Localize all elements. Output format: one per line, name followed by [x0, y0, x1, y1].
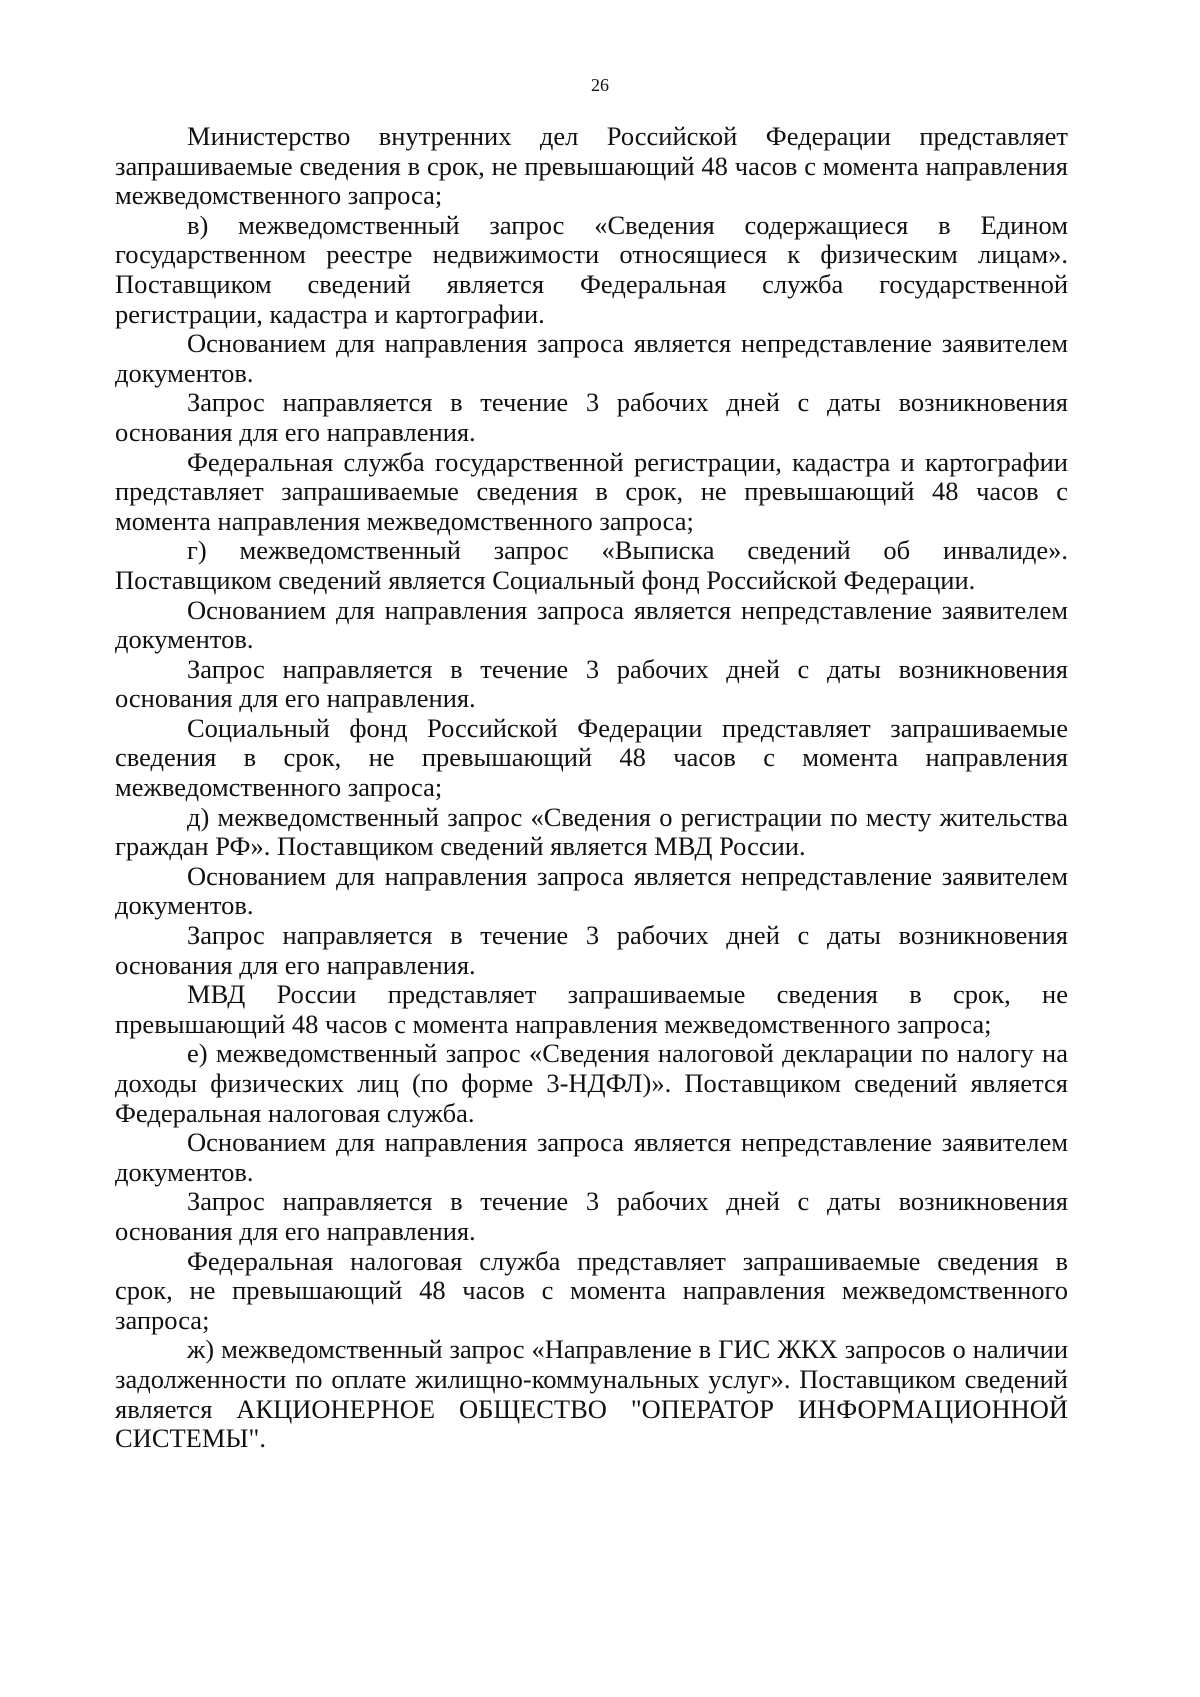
paragraph: Запрос направляется в течение 3 рабочих дней с даты возникновения основания для его направления.: [115, 920, 1068, 980]
paragraph: Запрос направляется в течение 3 рабочих дней с даты возникновения основания для его направления.: [115, 653, 1068, 714]
paragraph: ж) межведомственный запрос «Направление в ГИС ЖКХ запросов о наличии задолженности по оплате жилищно-коммунальных услуг». Поставщиком сведений является АКЦИОНЕРНОЕ ОБЩЕСТВО "ОПЕРАТОР ИНФОРМАЦИОННОЙ СИСТЕМЫ".: [115, 1334, 1068, 1454]
paragraph: Запрос направляется в течение 3 рабочих дней с даты возникновения основания для его направления.: [115, 1186, 1068, 1246]
paragraph: д) межведомственный запрос «Сведения о регистрации по месту жительства граждан РФ». Поставщиком сведений является МВД России.: [115, 801, 1068, 862]
paragraph: в) межведомственный запрос «Сведения содержащиеся в Едином государственном реестре недвижимости относящиеся к физическим лицам». Поставщиком сведений является Федеральная служба государственной регистрации, кадастра и картографии.: [115, 209, 1068, 329]
document-body: [115, 122, 1068, 1454]
paragraph: Федеральная налоговая служба представляет запрашиваемые сведения в срок, не превышающий 48 часов с момента направления межведомственного запроса;: [115, 1245, 1068, 1335]
paragraph: Запрос направляется в течение 3 рабочих дней с даты возникновения основания для его направления.: [115, 387, 1068, 447]
paragraph: Социальный фонд Российской Федерации представляет запрашиваемые сведения в срок, не превышающий 48 часов с момента направления межведомственного запроса;: [115, 712, 1068, 803]
paragraph: Федеральная служба государственной регистрации, кадастра и картографии представляет запрашиваемые сведения в срок, не превышающий 48 часов с момента направления межведомственного запроса;: [115, 446, 1068, 536]
paragraph: г) межведомственный запрос «Выписка сведений об инвалиде». Поставщиком сведений является Социальный фонд Российской Федерации.: [115, 535, 1068, 595]
paragraph: Основанием для направления запроса является непредставление заявителем документов.: [115, 328, 1068, 388]
paragraph: е) межведомственный запрос «Сведения налоговой декларации по налогу на доходы физических лиц (по форме 3-НДФЛ)». Поставщиком сведений является Федеральная налоговая служба.: [115, 1038, 1068, 1128]
paragraph: Основанием для направления запроса является непредставление заявителем документов.: [115, 1127, 1068, 1187]
paragraph: МВД России представляет запрашиваемые сведения в срок, не превышающий 48 часов с момента направления межведомственного запроса;: [115, 979, 1068, 1039]
paragraph: Основанием для направления запроса является непредставление заявителем документов.: [115, 860, 1068, 921]
paragraph: Основанием для направления запроса является непредставление заявителем документов.: [115, 594, 1068, 655]
page-number: 26: [591, 75, 609, 95]
paragraph: Министерство внутренних дел Российской Федерации представляет запрашиваемые сведения в срок, не превышающий 48 часов с момента направления межведомственного запроса;: [115, 121, 1068, 211]
